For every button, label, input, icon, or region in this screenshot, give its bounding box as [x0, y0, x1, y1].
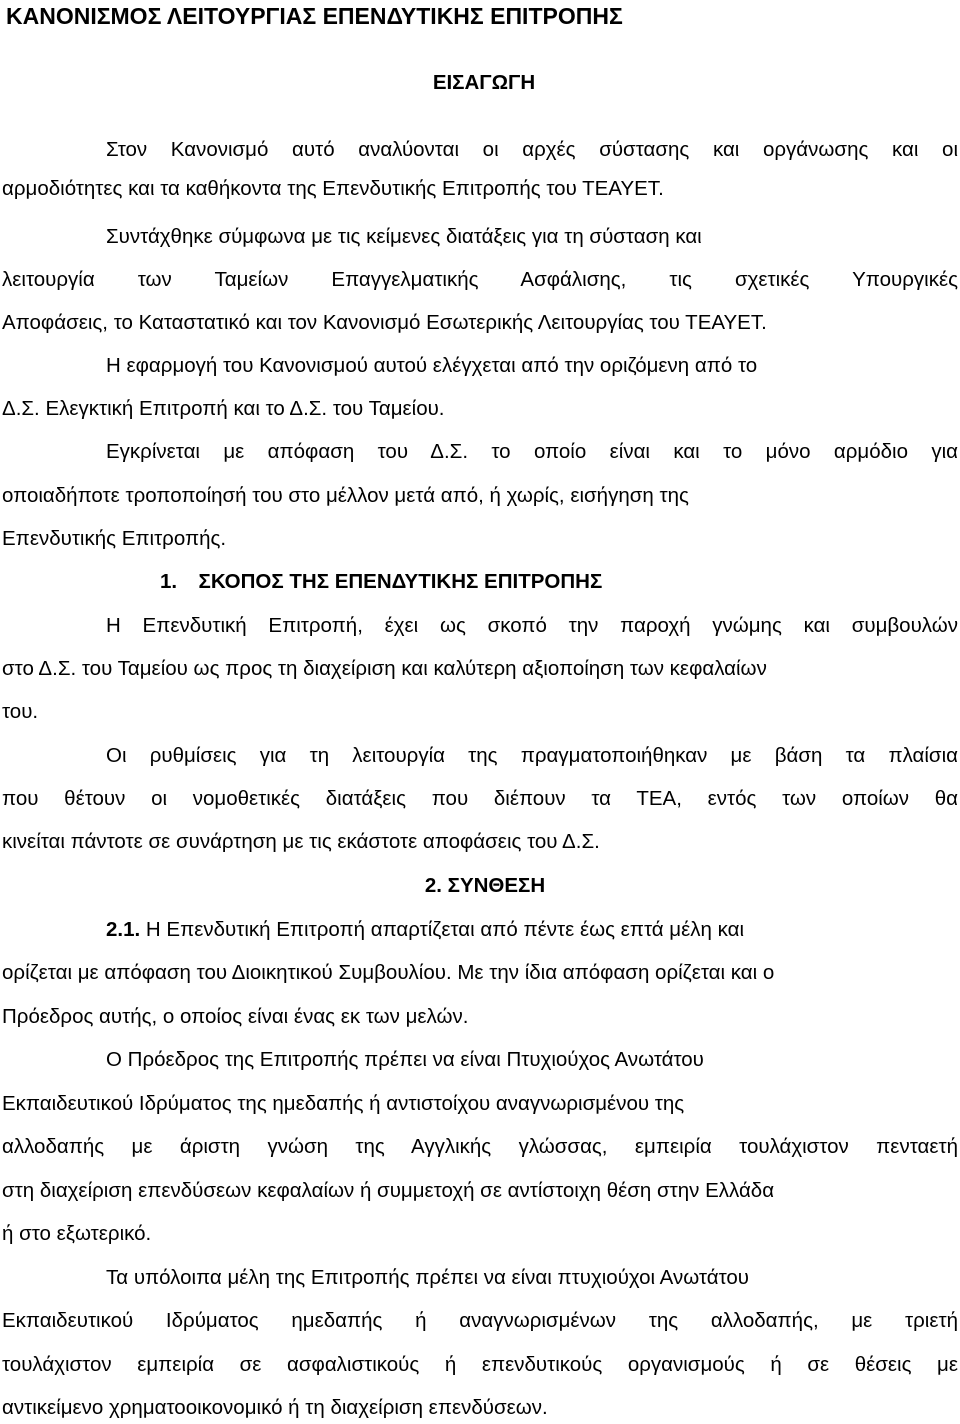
intro-heading: ΕΙΣΑΓΩΓΗ — [432, 71, 536, 94]
paragraph-line: αντικείμενο χρηματοοικονομικό ή τη διαχείριση επενδύσεων. — [2, 1396, 548, 1419]
paragraph-line: κινείται πάντοτε σε συνάρτηση με τις εκάστοτε αποφάσεις του Δ.Σ. — [2, 830, 600, 853]
section-1-number: 1. — [160, 570, 178, 593]
paragraph-line: Εγκρίνεται με απόφαση του Δ.Σ. το οποίο είναι και το μόνο αρμόδιο για — [106, 440, 958, 463]
section-1-title: ΣΚΟΠΟΣ ΤΗΣ ΕΠΕΝΔΥΤΙΚΗΣ ΕΠΙΤΡΟΠΗΣ — [198, 570, 603, 593]
section-2-heading: 2. ΣΥΝΘΕΣΗ — [424, 874, 546, 897]
paragraph-line: Αποφάσεις, το Καταστατικό και τον Κανονισμό Εσωτερικής Λειτουργίας του ΤΕΑΥΕΤ. — [2, 311, 767, 334]
paragraph-line: στη διαχείριση επενδύσεων κεφαλαίων ή συμμετοχή σε αντίστοιχη θέση στην Ελλάδα — [2, 1179, 775, 1202]
paragraph-line: αλλοδαπής με άριστη γνώση της Αγγλικής γλώσσας, εμπειρία τουλάχιστον πενταετή — [2, 1135, 958, 1158]
paragraph-line: τουλάχιστον εμπειρία σε ασφαλιστικούς ή επενδυτικούς οργανισμούς ή σε θέσεις με — [2, 1353, 958, 1376]
paragraph-line: ή στο εξωτερικό. — [2, 1222, 152, 1245]
paragraph-line: ορίζεται με απόφαση του Διοικητικού Συμβουλίου. Με την ίδια απόφαση ορίζεται και ο — [2, 961, 775, 984]
paragraph-line: Εκπαιδευτικού Ιδρύματος της ημεδαπής ή αντιστοίχου αναγνωρισμένου της — [2, 1092, 685, 1115]
paragraph-line: Οι ρυθμίσεις για τη λειτουργία της πραγματοποιήθηκαν με βάση τα πλαίσια — [106, 744, 958, 767]
paragraph-line: Ο Πρόεδρος της Επιτροπής πρέπει να είναι Πτυχιούχος Ανωτάτου — [106, 1048, 704, 1071]
paragraph-line: του. — [2, 700, 39, 723]
paragraph-line: Πρόεδρος αυτής, ο οποίος είναι ένας εκ των μελών. — [2, 1005, 469, 1028]
document-title: ΚΑΝΟΝΙΣΜΟΣ ΛΕΙΤΟΥΡΓΙΑΣ ΕΠΕΝΔΥΤΙΚΗΣ ΕΠΙΤΡΟΠΗΣ — [6, 3, 623, 29]
paragraph-line: Δ.Σ. Ελεγκτική Επιτροπή και το Δ.Σ. του Ταμείου. — [2, 397, 445, 420]
paragraph-line: Η Επενδυτική Επιτροπή, έχει ως σκοπό την παροχή γνώμης και συμβουλών — [106, 614, 958, 637]
paragraph-line: Στον Κανονισμό αυτό αναλύονται οι αρχές σύστασης και οργάνωσης και οι — [106, 138, 958, 161]
paragraph-line: στο Δ.Σ. του Ταμείου ως προς τη διαχείριση και καλύτερη αξιοποίηση των κεφαλαίων — [2, 657, 767, 680]
paragraph-line: Η εφαρμογή του Κανονισμού αυτού ελέγχεται από την οριζόμενη από το — [106, 354, 758, 377]
paragraph-line: Επενδυτικής Επιτροπής. — [2, 527, 227, 550]
paragraph-line: αρμοδιότητες και τα καθήκοντα της Επενδυτικής Επιτροπής του ΤΕΑΥΕΤ. — [2, 177, 664, 200]
section-1-heading — [0, 570, 960, 594]
section-2-1-number: 2.1. — [106, 918, 141, 941]
paragraph-line: Τα υπόλοιπα μέλη της Επιτροπής πρέπει να είναι πτυχιούχοι Ανωτάτου — [106, 1266, 749, 1289]
paragraph-line: Εκπαιδευτικού Ιδρύματος ημεδαπής ή αναγνωρισμένων της αλλοδαπής, με τριετή — [2, 1309, 958, 1332]
paragraph-line: λειτουργία των Ταμείων Επαγγελματικής Ασφάλισης, τις σχετικές Υπουργικές — [2, 268, 958, 291]
paragraph-line — [0, 918, 960, 942]
section-2-1-text: Η Επενδυτική Επιτροπή απαρτίζεται από πέντε έως επτά μέλη και — [145, 918, 744, 941]
paragraph-line: που θέτουν οι νομοθετικές διατάξεις που διέπουν τα ΤΕΑ, εντός των οποίων θα — [2, 787, 958, 810]
paragraph-line: Συντάχθηκε σύμφωνα με τις κείμενες διατάξεις για τη σύσταση και — [106, 225, 702, 248]
paragraph-line: οποιαδήποτε τροποποίησή του στο μέλλον μετά από, ή χωρίς, εισήγηση της — [2, 484, 689, 507]
